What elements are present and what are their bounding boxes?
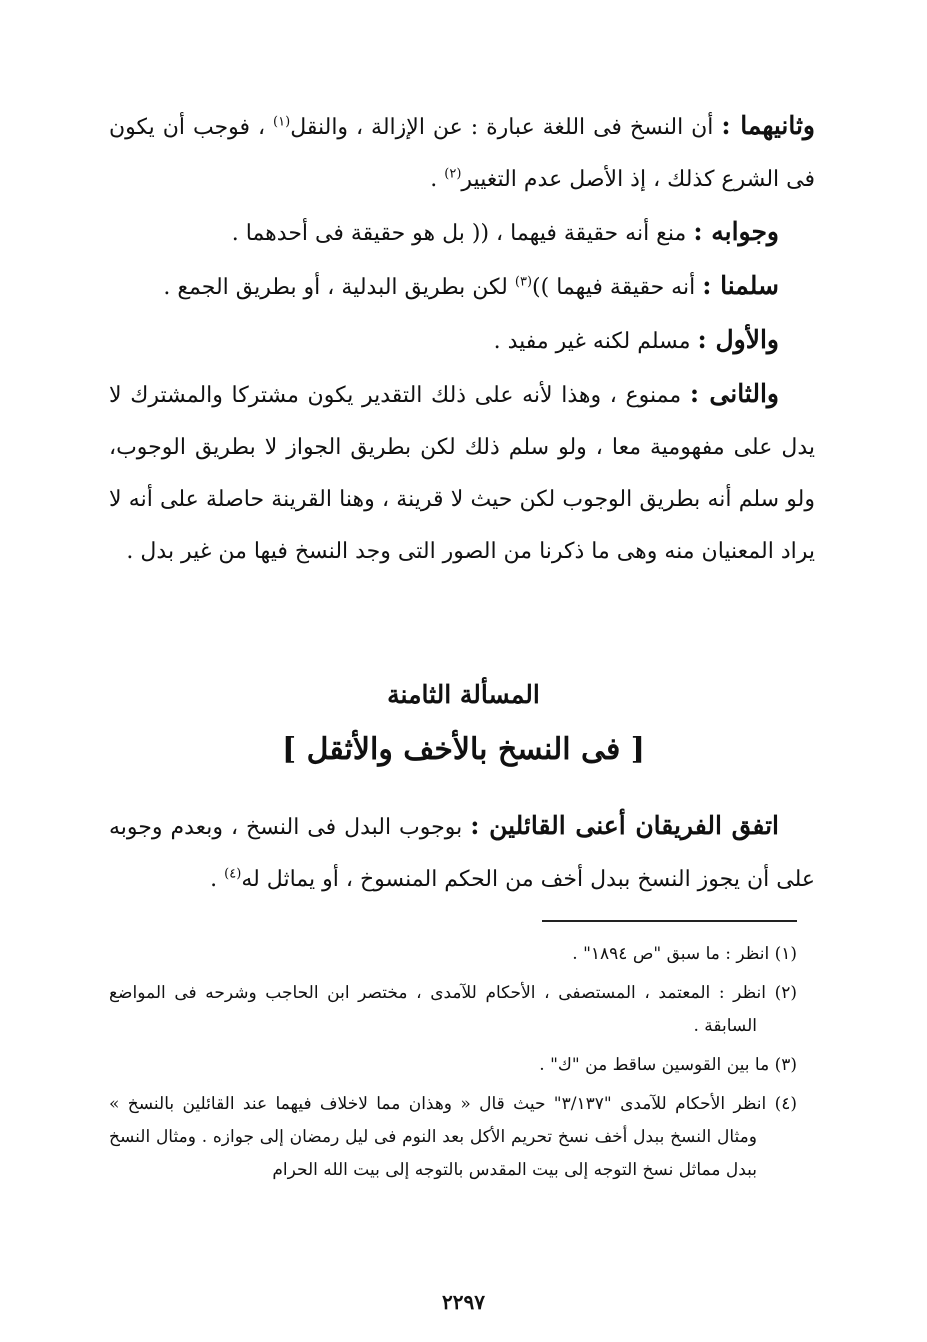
paragraph-second-argument xyxy=(109,100,815,206)
footnote-item: (٢) انظر : المعتمد ، المستصفى ، الأحكام للآمدى ، مختصر ابن الحاجب وشرحه فى المواضع السابقة . xyxy=(109,983,797,1036)
footnote-ref: (٢) xyxy=(444,166,462,182)
page-number: ٢٢٩٧ xyxy=(442,1290,485,1314)
footnote-ref: (١) xyxy=(273,114,291,130)
paragraph-text: بوجوب البدل فى النسخ ، وبعدم وجوبه على أن يجوز النسخ ببدل أخف من الحكم المنسوخ ، أو يماثل له xyxy=(109,815,815,892)
term-label: سلمنا : xyxy=(702,271,779,300)
main-text-block xyxy=(109,100,815,578)
section-subtitle: [ فى النسخ بالأخف والأثقل ] xyxy=(282,732,645,767)
paragraph-text: أنه حقيقة فيهما )) xyxy=(532,275,696,300)
paragraph-text: منع أنه حقيقة فيهما ، (( بل هو حقيقة فى أحدهما . xyxy=(231,221,687,246)
paragraph-text: لكن بطريق البدلية ، أو بطريق الجمع . xyxy=(163,275,508,300)
footnote-divider xyxy=(542,920,797,922)
paragraph-text: ممنوع ، وهذا لأنه على ذلك التقدير يكون مشتركا والمشترك لا يدل على مفهومية معا ، ولو سلم ذلك لكن بطريق الجواز لا بطريق الوجوب، ولو سلم أنه بطريق الوجوب لكن حيث لا قرينة ، وهنا القرينة حاصلة على أنه لا يراد المعنيان منه وهى ما ذكرنا من الصور التى وجد النسخ فيها من غير بدل . xyxy=(109,383,815,564)
term-label: والأول : xyxy=(697,325,779,354)
paragraph-text: . xyxy=(210,867,218,892)
paragraph-text: مسلم لكنه غير مفيد . xyxy=(493,329,691,354)
paragraph-agreement xyxy=(109,800,815,906)
footnote-ref: (٤) xyxy=(224,866,242,882)
paragraph-first xyxy=(109,314,815,368)
term-label: والثانى : xyxy=(689,379,779,408)
paragraph-conceded xyxy=(109,260,815,314)
term-label: وثانيهما : xyxy=(721,111,815,140)
paragraph-text: . xyxy=(430,167,438,192)
paragraph-text: ، فوجب أن يكون فى الشرع كذلك ، إذ الأصل عدم التغيير xyxy=(109,115,815,192)
footnote-item: (٣) ما بين القوسين ساقط من "ك" . xyxy=(539,1055,797,1075)
section-title: المسألة الثامنة xyxy=(387,680,540,709)
footnote-item: (٤) انظر الأحكام للآمدى "٣/١٣٧" حيث قال « وهذان مما لاخلاف فيهما عند القائلين بالنسخ » ومثال النسخ ببدل أخف نسخ تحريم الأكل بعد النوم فى ليل رمضان إلى جوازه . ومثال النسخ ببدل مماثل نسخ التوجه إلى بيت المقدس بالتوجه إلى بيت الله الحرام xyxy=(109,1094,798,1180)
footnote-item: (١) انظر : ما سبق "ص ١٨٩٤" . xyxy=(572,944,797,964)
term-label: اتفق الفريقان أعنى القائلين : xyxy=(470,811,779,840)
paragraph-second xyxy=(109,368,815,578)
paragraph-answer xyxy=(109,206,815,260)
footnote-ref: (٣) xyxy=(514,274,533,290)
footnotes xyxy=(109,938,797,1193)
term-label: وجوابه : xyxy=(693,217,779,246)
paragraph-text: أن النسخ فى اللغة عبارة : عن الإزالة ، والنقل xyxy=(290,115,714,140)
section-text-block xyxy=(109,800,815,906)
